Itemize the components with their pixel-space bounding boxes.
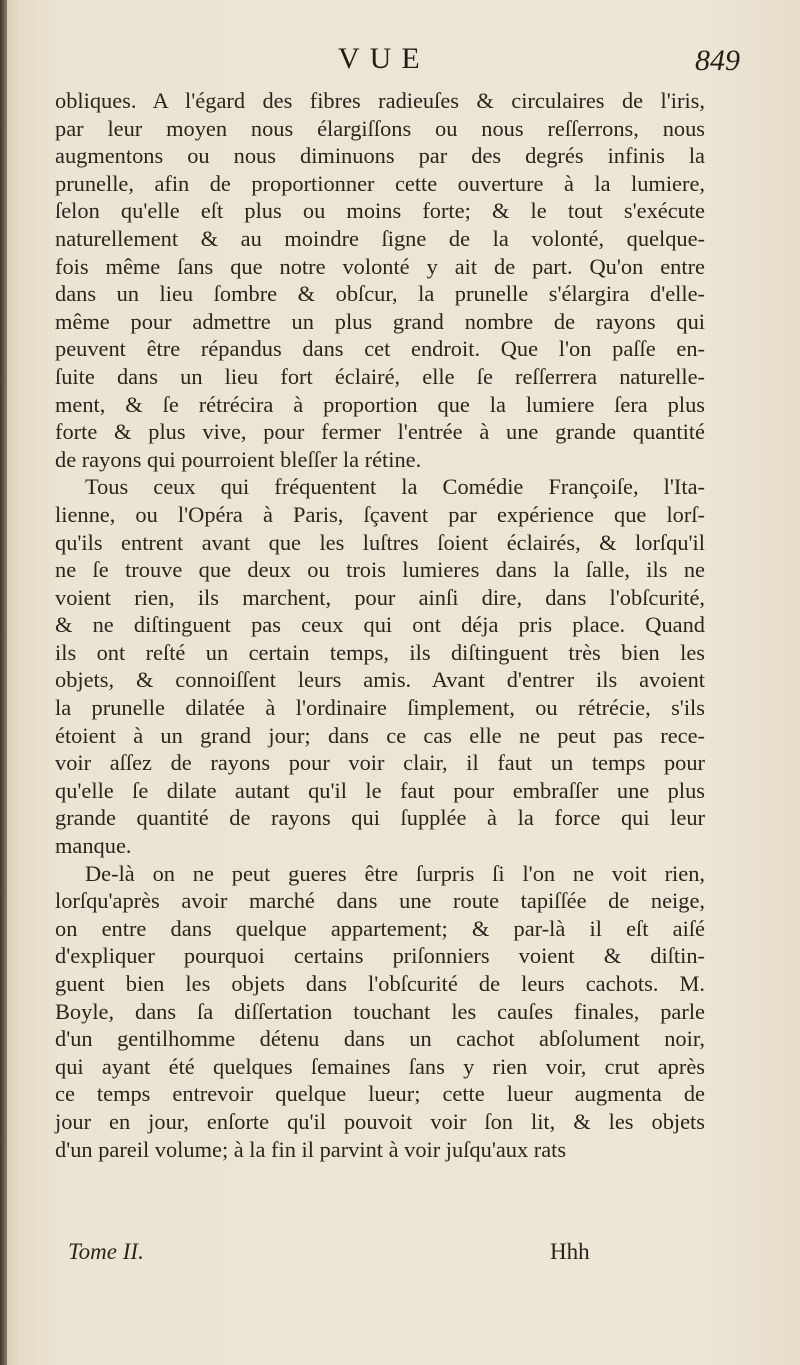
- text-line: étoient à un grand jour; dans ce cas elle ne peut pas rece-: [55, 722, 705, 748]
- text-line: la prunelle dilatée à l'ordinaire ſimplement, ou rétrécie, s'ils: [55, 695, 705, 721]
- text-line: dans un lieu ſombre & obſcur, la prunelle s'élargira d'elle-: [55, 281, 705, 307]
- text-line: augmentons ou nous diminuons par des degrés infinis la: [55, 143, 705, 169]
- text-line: obliques. A l'égard des fibres radieuſes & circulaires de l'iris,: [55, 88, 705, 113]
- body-text: [55, 87, 705, 1163]
- text-line: guent bien les objets dans l'obſcurité de leurs cachots. M.: [55, 971, 705, 996]
- book-spine-edge: [0, 0, 7, 1365]
- signature-mark: Hhh: [550, 1239, 590, 1264]
- text-line: ſuite dans un lieu fort éclairé, elle ſe reſſerrera naturelle-: [55, 363, 705, 389]
- text-line: voir aſſez de rayons pour voir clair, il faut un temps pour: [55, 750, 705, 776]
- text-line: ſelon qu'elle eſt plus ou moins forte; & le tout s'exécute: [55, 198, 705, 224]
- paragraph: [55, 87, 705, 473]
- text-line: forte & plus vive, pour fermer l'entrée à une grande quantité: [55, 419, 705, 445]
- text-line: objets, & connoiſſent leurs amis. Avant d'entrer ils avoient: [55, 667, 705, 693]
- text-line: lienne, ou l'Opéra à Paris, ſçavent par expérience que lorſ-: [55, 501, 705, 527]
- text-line: naturellement & au moindre ſigne de la volonté, quelque-: [55, 225, 705, 251]
- text-line: fois même ſans que notre volonté y ait de part. Qu'on entre: [55, 253, 705, 279]
- text-line: manque.: [55, 833, 132, 859]
- text-line: d'un pareil volume; à la fin il parvint à voir juſqu'aux rats: [55, 1136, 567, 1162]
- volume-label: Tome II.: [68, 1239, 144, 1264]
- text-line: peuvent être répandus dans cet endroit. Que l'on paſſe en-: [55, 336, 705, 362]
- text-line: ne ſe trouve que deux ou trois lumieres dans la ſalle, ils ne: [55, 557, 705, 583]
- text-line: De-là on ne peut gueres être ſurpris ſi l'on ne voit rien,: [85, 860, 705, 886]
- text-line: d'expliquer pourquoi certains priſonniers voient & diſtin-: [55, 943, 705, 969]
- text-line: voient rien, ils marchent, pour ainſi dire, dans l'obſcurité,: [55, 584, 705, 610]
- text-line: de rayons qui pourroient bleſſer la rétine.: [55, 446, 422, 472]
- text-line: on entre dans quelque appartement; & par-là il eſt aiſé: [55, 915, 705, 941]
- paragraph: [55, 860, 705, 1164]
- text-line: grande quantité de rayons qui ſupplée à la force qui leur: [55, 805, 705, 831]
- text-line: Boyle, dans ſa diſſertation touchant les cauſes finales, parle: [55, 998, 705, 1024]
- page-footer: [68, 1239, 668, 1269]
- text-line: qu'ils entrent avant que les luſtres ſoient éclairés, & lorſqu'il: [55, 529, 705, 555]
- text-line: qu'elle ſe dilate autant qu'il le faut pour embraſſer une plus: [55, 777, 705, 803]
- paragraph: [55, 473, 705, 859]
- text-line: jour en jour, enſorte qu'il pouvoit voir ſon lit, & les objets: [55, 1108, 705, 1134]
- running-head: VUE: [338, 42, 430, 75]
- text-line: qui ayant été quelques ſemaines ſans y rien voir, crut après: [55, 1053, 705, 1079]
- page-number: 849: [695, 44, 740, 77]
- text-line: ment, & ſe rétrécira à proportion que la lumiere ſera plus: [55, 391, 705, 417]
- text-line: ils ont reſté un certain temps, ils diſtinguent très bien les: [55, 639, 705, 665]
- text-line: par leur moyen nous élargiſſons ou nous reſſerrons, nous: [55, 115, 705, 141]
- text-line: prunelle, afin de proportionner cette ouverture à la lumiere,: [55, 170, 705, 196]
- text-line: même pour admettre un plus grand nombre de rayons qui: [55, 308, 705, 334]
- text-line: & ne diſtinguent pas ceux qui ont déja pris place. Quand: [55, 612, 705, 638]
- text-line: Tous ceux qui fréquentent la Comédie Françoiſe, l'Ita-: [85, 474, 705, 500]
- text-line: ce temps entrevoir quelque lueur; cette lueur augmenta de: [55, 1081, 705, 1107]
- page-header: [48, 42, 740, 88]
- text-line: lorſqu'après avoir marché dans une route tapiſſée de neige,: [55, 888, 705, 914]
- text-line: d'un gentilhomme détenu dans un cachot abſolument noir,: [55, 1026, 705, 1052]
